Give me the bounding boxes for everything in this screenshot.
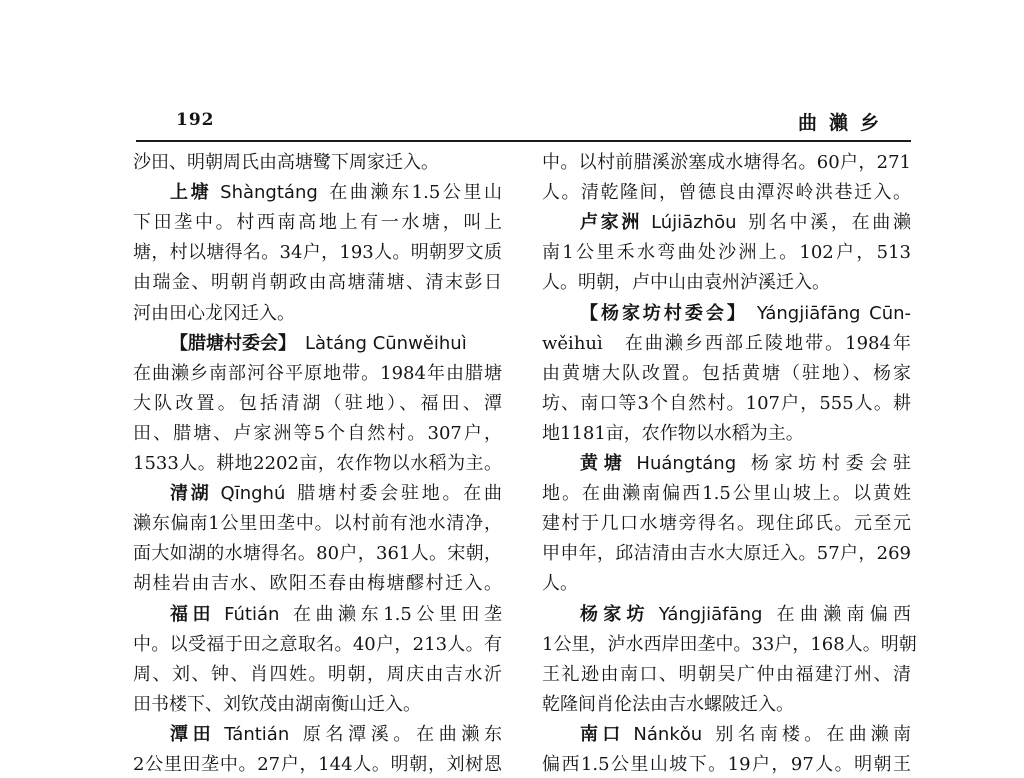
text-line: 中。以村前腊溪淤塞成水塘得名。60户，271 [542,152,911,173]
pinyin-romanization: Qīnghú [220,483,286,505]
entry-text: 原名潭溪。在曲濑东 [298,723,502,745]
text-line: 濑东偏南1公里田垄中。以村前有池水清净， [133,513,502,535]
text-line: 塘，村以塘得名。34户，193人。明朝罗文质 [133,242,502,264]
pinyin-romanization: Yángjiāfāng [658,603,763,625]
page-header [0,0,1024,150]
text-line: 甲申年，邱洁清由吉水大原迁入。57户，269 [542,543,911,565]
text-line: 田书楼下、刘钦茂由湖南衡山迁入。 [133,693,421,715]
text-line: 人。 [542,573,578,595]
entry-text: 杨家坊村委会驻 [745,453,912,474]
text-line: 建村于几口水塘旁得名。现住邱氏。元至元 [542,513,911,535]
pinyin-romanization: Fútián [224,603,280,625]
entry-text: 别名南楼。在曲濑南 [711,723,912,745]
pinyin-romanization: Tántián [224,723,290,745]
text-line: 偏西1.5公里山坡下。19户，97人。明朝王 [542,754,911,775]
entry-name: 潭田 [170,723,216,745]
text-line: 由瑞金、明朝肖朝政由高塘蒲塘、清末彭日 [133,272,502,294]
text-line: 中。以受福于田之意取名。40户，213人。有 [133,633,502,655]
text-line: wěihuì 在曲濑乡西部丘陵地带。1984年 [542,332,911,354]
text-line: 王礼逊由南口、明朝吴广仲由福建汀州、清 [542,663,911,685]
running-title: 曲瀨乡 [798,112,892,134]
text-line: 地1181亩，农作物以水稻为主。 [542,422,804,444]
entry-name: 福田 [170,603,216,625]
entry-text: 在曲濑东1.5公里田垄 [288,603,502,625]
text-line: 1533人。耕地2202亩，农作物以水稻为主。 [133,453,502,474]
entry-name: 上塘 [170,182,212,204]
text-line: 地。在曲濑南偏西1.5公里山坡上。以黄姓 [542,483,911,505]
pinyin-romanization: Huángtáng [636,453,737,474]
text-line: 人。明朝，卢中山由袁州泸溪迁入。 [542,272,830,294]
entry-heading-line [580,301,911,327]
pinyin-romanization: Shàngtáng [220,182,318,204]
entry-name: 南口 [580,723,625,745]
text-line: 乾隆间肖伦法由吉水螺陂迁入。 [542,693,794,715]
entry-heading-line [580,210,911,236]
entry-text: 腊塘村委会驻地。在曲 [294,483,503,505]
entry-heading-line [580,602,911,628]
pinyin-romanization: Nánkǒu [633,723,703,745]
text-line: 2公里田垄中。27户，144人。明朝，刘树恩 [133,754,502,775]
entry-text: 别名中溪，在曲濑 [745,212,911,234]
text-line: 周、刘、钟、肖四姓。明朝，周庆由吉水沂 [133,663,502,685]
text-line: 下田垄中。村西南高地上有一水塘，叫上 [133,212,502,234]
pinyin-romanization: Lújiāzhōu [651,212,737,234]
text-line: 胡桂岩由吉水、欧阳丕春由梅塘醪村迁入。 [133,573,502,595]
text-line: 河由田心龙冈迁入。 [133,302,295,324]
pinyin-romanization: Làtáng Cūnwěihuì [305,332,467,354]
text-line: 1公里，泸水西岸田垄中。33户，168人。明朝 [542,633,917,655]
entry-heading-line [170,722,502,748]
text-line: 由黄塘大队改置。包括黄塘（驻地）、杨家 [542,362,911,384]
header-rule [136,140,911,142]
text-line: 面大如湖的水塘得名。80户，361人。宋朝， [133,543,502,565]
entry-name: 清湖 [170,483,212,505]
text-line: 田、腊塘、卢家洲等5个自然村。307户， [133,422,502,444]
entry-text: 在曲濑东1.5公里山 [326,182,502,204]
entry-text: 在曲濑南偏西 [771,603,912,625]
text-line: 沙田、明朝周氏由高塘鹭下周家迁入。 [133,152,439,173]
entry-name: 卢家洲 [580,212,643,234]
entry-name: 【腊塘村委会】 [170,332,296,354]
text-line: 人。清乾隆间，曾德良由潭浕岭洪巷迁入。 [542,182,911,204]
text-line: 坊、南口等3个自然村。107户，555人。耕 [542,392,911,414]
entry-heading-line [170,180,502,206]
entry-heading-line [170,481,502,507]
entry-heading-line [170,602,502,628]
entry-name: 杨家坊 [580,603,650,625]
entry-heading-line [170,331,502,357]
pinyin-romanization: Yángjiāfāng Cūn- [756,302,912,324]
entry-name: 【杨家坊村委会】 [580,302,748,324]
text-line: 大队改置。包括清湖（驻地）、福田、潭 [133,392,502,414]
text-line: 南1公里禾水弯曲处沙洲上。102户，513 [542,242,911,264]
text-line: 在曲濑乡南部河谷平原地带。1984年由腊塘 [133,362,502,384]
entry-heading-line [580,451,911,477]
entry-heading-line [580,722,911,748]
page-number: 192 [176,110,215,130]
entry-name: 黄塘 [580,453,628,474]
